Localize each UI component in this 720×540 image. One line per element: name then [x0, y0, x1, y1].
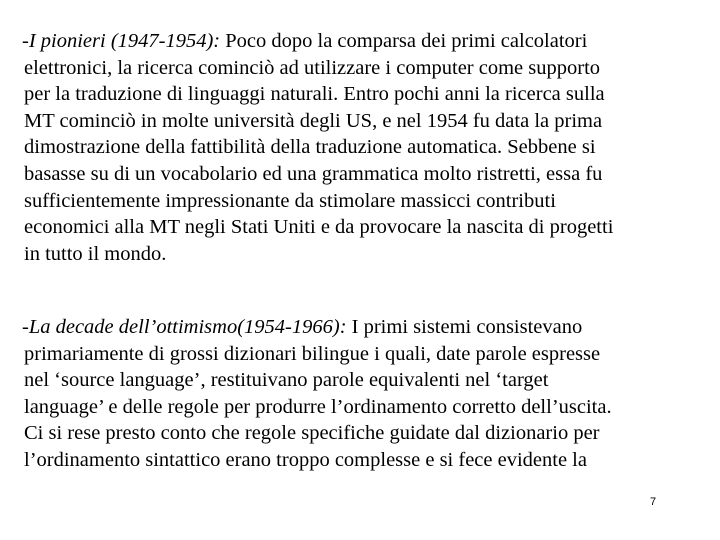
paragraph-line: economici alla MT negli Stati Uniti e da provocare la nascita di progetti: [24, 216, 614, 239]
section-heading: -I pionieri (1947-1954):: [22, 30, 221, 52]
paragraph-line: elettronici, la ricerca cominciò ad utilizzare i computer come supporto: [24, 56, 601, 79]
paragraph-line: language’ e delle regole per produrre l’ordinamento corretto dell’uscita.: [24, 395, 612, 418]
paragraph-text: I primi sistemi consistevano: [346, 316, 583, 338]
paragraph-line: basasse su di un vocabolario ed una grammatica molto ristretti, essa fu: [24, 162, 603, 185]
paragraph-line: Ci si rese presto conto che regole specifiche guidate dal dizionario per: [24, 422, 600, 445]
paragraph-line: in tutto il mondo.: [24, 242, 167, 265]
paragraph-line: MT cominciò in molte università degli US, e nel 1954 fu data la prima: [24, 109, 603, 132]
page-number: 7: [650, 496, 657, 508]
paragraph-line: [22, 314, 718, 341]
paragraph-line: [22, 28, 718, 55]
paragraph-ottimismo: [22, 314, 718, 474]
paragraph-line: per la traduzione di linguaggi naturali. Entro pochi anni la ricerca sulla: [24, 83, 605, 106]
section-heading: -La decade dell’ottimismo(1954-1966):: [22, 316, 347, 338]
paragraph-text: Poco dopo la comparsa dei primi calcolatori: [220, 30, 588, 52]
paragraph-line: sufficientemente impressionante da stimolare massicci contributi: [24, 189, 556, 212]
paragraph-line: nel ‘source language’, restituivano parole equivalenti nel ‘target: [24, 369, 549, 392]
paragraph-line: dimostrazione della fattibilità della traduzione automatica. Sebbene si: [24, 136, 596, 159]
paragraph-line: l’ordinamento sintattico erano troppo complesse e si fece evidente la: [24, 448, 587, 471]
paragraph-line: primariamente di grossi dizionari bilingue i quali, date parole espresse: [24, 342, 601, 365]
paragraph-pionieri: [22, 28, 718, 267]
